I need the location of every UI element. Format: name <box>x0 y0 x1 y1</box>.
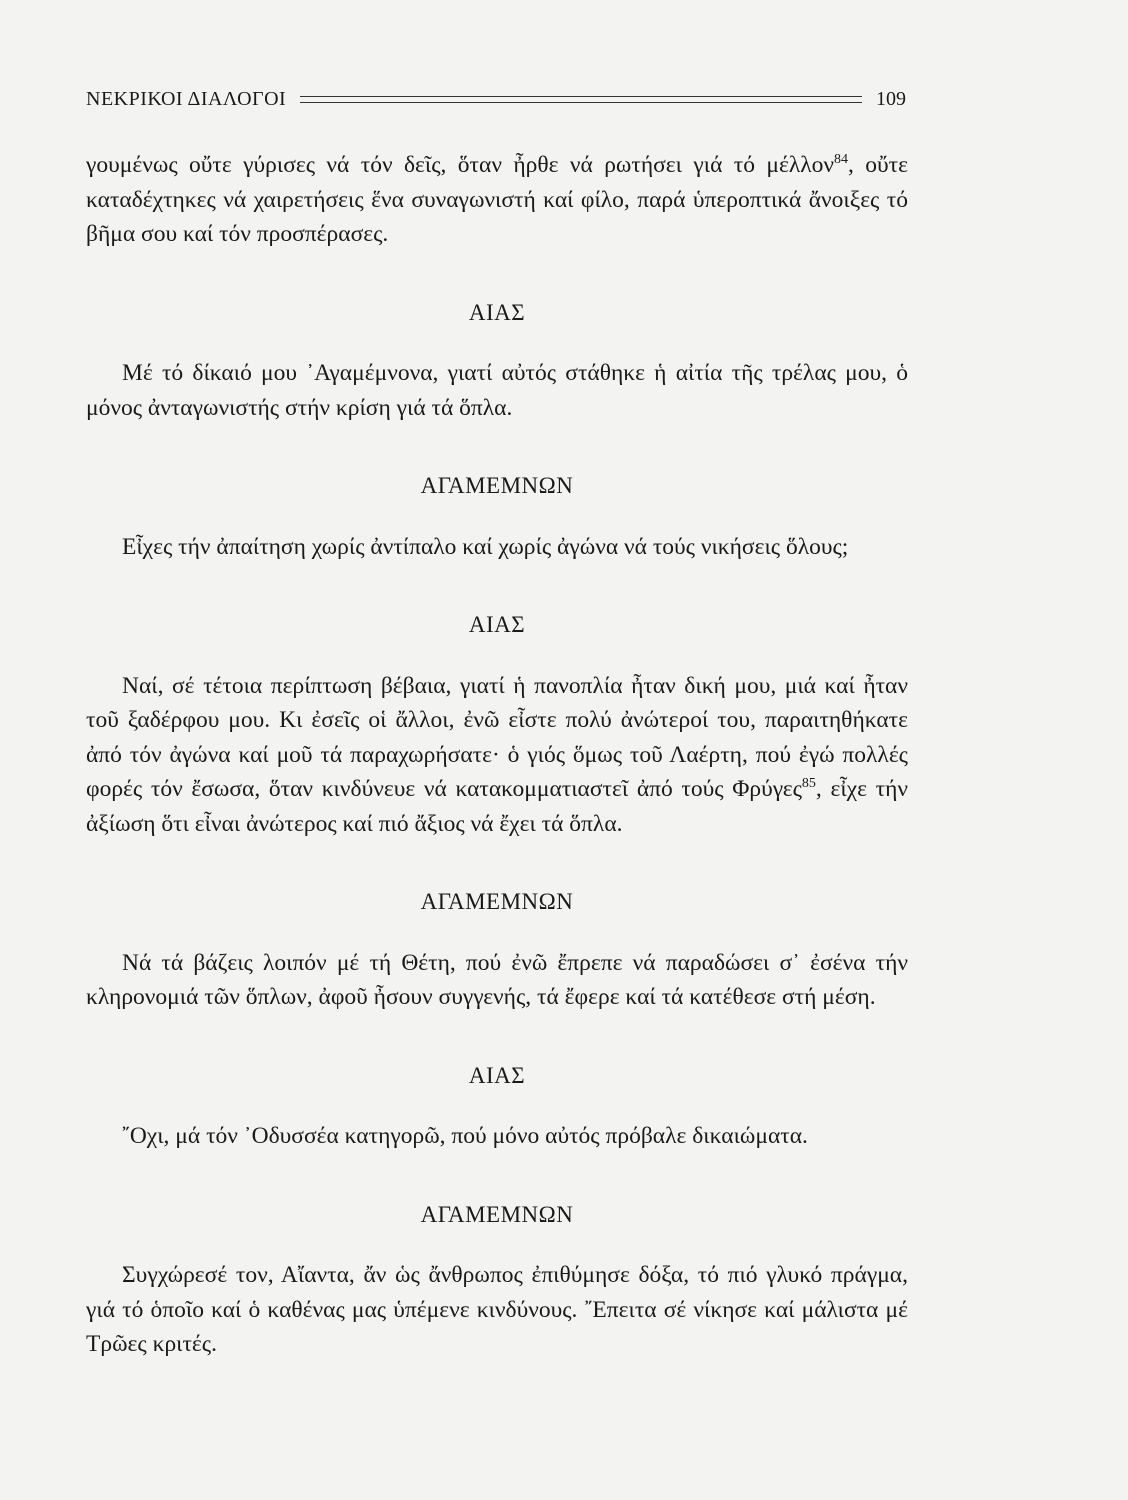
dialogue-text <box>86 148 908 1362</box>
speaker-heading: ΑΓΑΜΕΜΝΩΝ <box>420 1201 574 1227</box>
header-rule <box>300 96 862 103</box>
page-number: 109 <box>876 87 906 110</box>
paragraph: γουμένως οὔτε γύρισες νά τόν δεῖς, ὅταν ἦρθε νά ρωτήσει γιά τό μέλλον$^{84}$, οὔτε καταδέχτηκες νά χαιρετήσεις ἕνα συναγωνιστή καί φίλο, παρά ὑπεροπτικά ἄνοιξες τό βῆμα σου καί τόν προσπέρασες. <box>86 152 908 247</box>
paragraph: Ναί, σέ τέτοια περίπτωση βέβαια, γιατί ἡ πανοπλία ἦταν δική μου, μιά καί ἦταν τοῦ ξαδέρφου μου. Κι ἐσεῖς οἱ ἄλλοι, ἐνῶ εἶστε πολύ ἀνώτεροί του, παραιτηθήκατε ἀπό τόν ἀγώνα καί μοῦ τά παραχωρήσατε· ὁ γιός ὅμως τοῦ Λαέρτη, πού ἐγώ πολλές φορές τόν ἔσωσα, ὅταν κινδύνευε νά κατακομματιαστεῖ ἀπό τούς Φρύγες$^{85}$, εἶχε τήν ἀξίωση ὅτι εἶναι ἀνώτερος καί πιό ἄξιος νά ἔχει τά ὅπλα. <box>86 672 908 837</box>
footnote-ref: 85 <box>801 776 816 792</box>
paragraph: Μέ τό δίκαιό μου ᾿Αγαμέμνονα, γιατί αὐτός στάθηκε ἡ αἰτία τῆς τρέλας μου, ὁ μόνος ἀνταγωνιστής στήν κρίση γιά τά ὅπλα. <box>86 360 908 421</box>
speaker-heading: ΑΓΑΜΕΜΝΩΝ <box>420 889 574 914</box>
paragraph: ῎Οχι, μά τόν ᾿Οδυσσέα κατηγορῶ, πού μόνο αὐτός πρόβαλε δικαιώματα. <box>122 1123 808 1149</box>
paragraph: Συγχώρεσέ τον, Αἴαντα, ἄν ὡς ἄνθρωπος ἐπιθύμησε δόξα, τό πιό γλυκό πράγμα, γιά τό ὁποῖο καί ὁ καθένας μας ὑπέμενε κινδύνους. ῎Επειτα σέ νίκησε καί μάλιστα μέ Τρῶες κριτές. <box>86 1262 908 1357</box>
footnote-ref: 84 <box>834 152 849 168</box>
running-title: ΝΕΚΡΙΚΟΙ ΔΙΑΛΟΓΟΙ <box>86 87 287 110</box>
speaker-heading: ΑΙΑΣ <box>468 299 526 325</box>
speaker-heading: ΑΙΑΣ <box>468 612 526 637</box>
paragraph: Εἶχες τήν ἀπαίτηση χωρίς ἀντίπαλο καί χωρίς ἀγώνα νά τούς νικήσεις ὅλους; <box>122 533 849 560</box>
speaker-heading: ΑΓΑΜΕΜΝΩΝ <box>420 473 574 498</box>
paragraph: Νά τά βάζεις λοιπόν μέ τή Θέτη, πού ἐνῶ ἔπρεπε νά παραδώσει σ᾿ ἐσένα τήν κληρονομιά τῶν ὅπλων, ἀφοῦ ἦσουν συγγενής, τά ἔφερε καί τά κατέθεσε στή μέση. <box>86 949 908 1010</box>
speaker-heading: ΑΙΑΣ <box>468 1062 526 1088</box>
running-header <box>86 84 906 114</box>
